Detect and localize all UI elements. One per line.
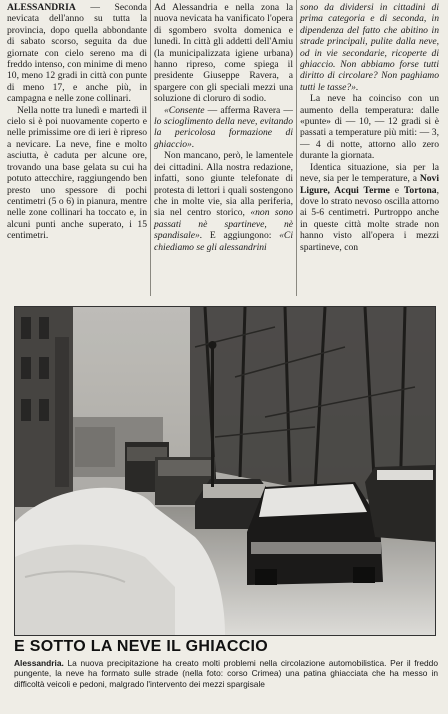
paragraph-text: e	[389, 184, 404, 196]
photo-headline: E SOTTO LA NEVE IL GHIACCIO	[14, 638, 269, 655]
article-columns	[4, 0, 444, 296]
caption-text: La nuova precipitazione ha creato molti problemi nella circolazione automobilistica. Per il freddo pungente, la neve ha formato sulle strade (nella foto: corso Crimea) una patina ghiacciata che ha messo in difficoltà veicoli e pedoni, malgrado l'intervento dei mezzi spargisale	[14, 658, 438, 689]
paragraph	[154, 150, 293, 253]
quote: «Consente	[164, 104, 205, 116]
paragraph-text: Identica situazione, sia per la neve, sia per le temperature, a	[300, 161, 439, 185]
paragraph: La neve ha coinciso con un aumento della temperatura: dalle «punte» di — 10, — 12 gradi si è passati a temperature più miti: — 3, — 4 di notte, attorno allo zero durante la giornata.	[300, 93, 439, 162]
paragraph	[7, 2, 147, 105]
article-column-2	[150, 0, 296, 296]
quote: «non sono passati nè spartineve, nè spandisale».	[154, 207, 294, 242]
article-column-1	[4, 0, 150, 296]
paragraph-text: E aggiungono:	[202, 230, 280, 242]
paragraph-text: — afferma Ravera —	[204, 104, 293, 116]
quote: lo scioglimento della neve, evitando la pericolosa formazione di ghiaccio».	[154, 116, 293, 150]
place-name: Tortona	[403, 184, 437, 196]
paragraph	[154, 105, 293, 151]
quote: sono da dividersi in cittadini di prima categoria e di seconda, in dipendenza del fatto che abitino in strade principali, pulite dalla neve, od in vie secondarie, ricoperte di ghiaccio. Non abbiamo forse tutti diritto di circolare? Non paghiamo tutti le tasse?».	[300, 2, 439, 93]
caption-place: Alessandria.	[14, 658, 64, 668]
paragraph-text: , dove lo strato nevoso oscilla attorno ai 5-6 centimetri. Purtroppo anche in queste città molte strade non hanno visto all'opera i mezzi spartineve, con	[300, 184, 440, 253]
paragraph: Ad Alessandria e nella zona la nuova nevicata ha vanificato l'opera di sgombero svolta domenica e lunedì. In città gli addetti dell'Amiu (la municipalizzata igiene urbana) hanno ripreso, come spiega il presidente Giuseppe Ravera, a spargere con gli speciali mezzi una soluzione di cloruro di sodio.	[154, 2, 293, 105]
article-column-3	[296, 0, 442, 296]
paragraph	[300, 162, 439, 253]
snowy-street-image	[15, 307, 435, 635]
news-photo	[14, 306, 436, 636]
paragraph: Nella notte tra lunedì e martedì il cielo si è poi nuovamente coperto e nelle primissime ore di ieri è ripreso a nevicare. La neve, fine e molto asciutta, è caduta per alcune ore, trovando una base gelata su cui ha potuto attecchire, raggiungendo ben presto uno spessore di pochi centimetri (5 o 6) in pianura, mentre nelle zone collinari ha toccato e, in alcuni punti anche superato, i 15 centimetri.	[7, 104, 147, 242]
dateline: ALESSANDRIA	[7, 2, 76, 13]
photo-caption	[14, 658, 438, 689]
quote: «Ci chiediamo se gli alessandrini	[154, 230, 293, 253]
place-names: Novi Ligure, Acqui Terme	[300, 173, 439, 196]
paragraph-text: Non mancano, però, le lamentele dei cittadini. Alla nostra redazione, infatti, sono giunte telefonate di protesta di lettori i quali sostengono che in molte vie, sia alla periferia, sia nel centro storico,	[154, 150, 293, 219]
paragraph-text: — Seconda nevicata dell'anno su tutta la provincia, dopo quella abbondante di sabato scorso, seguita da due giornate con cielo sereno ma di freddo intenso, con minime di meno 10, meno 12 gradi in città con punte di meno 17, e anche più, in campagna e nelle zone collinari.	[7, 2, 147, 105]
